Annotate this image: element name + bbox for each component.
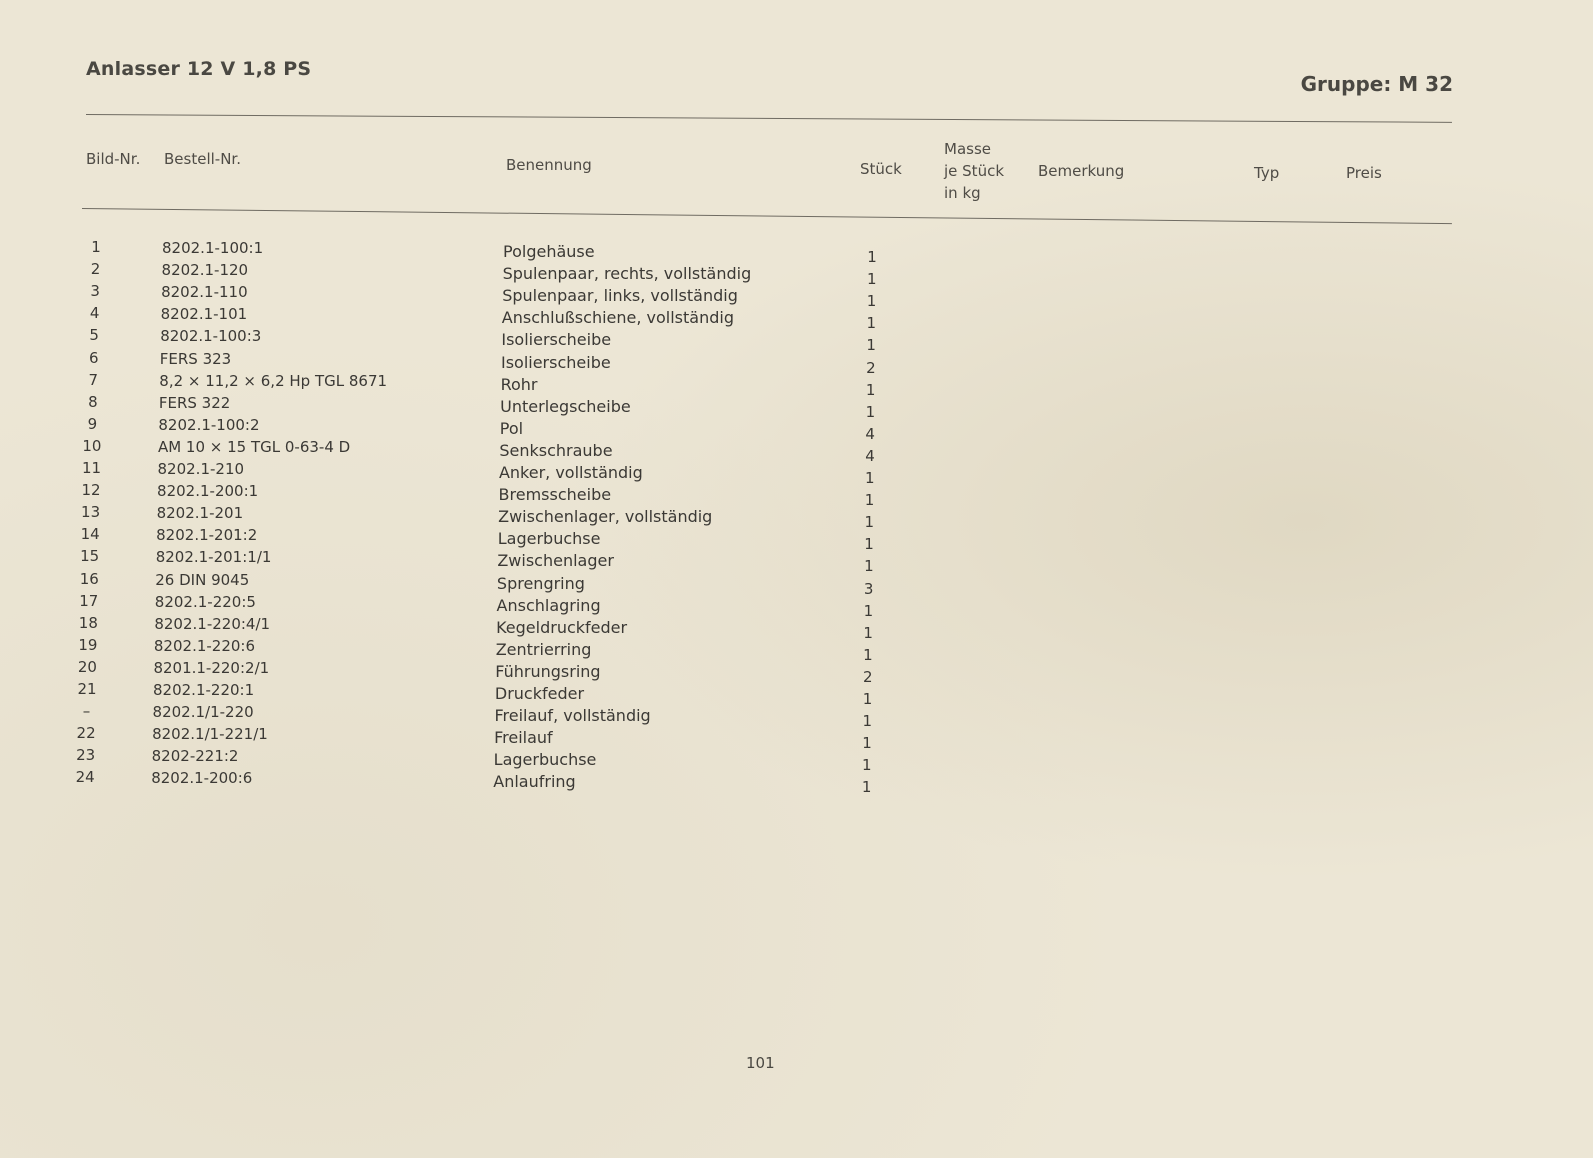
row-bild-nr: 10: [82, 436, 102, 455]
row-stueck: 3: [863, 579, 874, 598]
row-benennung: Lagerbuchse: [497, 529, 601, 549]
row-bestell-nr: 8202.1-220:6: [153, 636, 256, 655]
row-bild-nr: 2: [90, 260, 101, 279]
row-benennung: Isolierscheibe: [500, 352, 611, 372]
row-benennung: Sprengring: [496, 573, 585, 593]
row-stueck: 1: [866, 336, 876, 355]
row-bild-nr: 5: [89, 326, 99, 345]
row-bestell-nr: 8202.1/1-220: [152, 703, 254, 722]
row-bestell-nr: AM 10 × 15 TGL 0-63-4 D: [157, 437, 351, 456]
row-bestell-nr: 8202.1-201:2: [156, 526, 258, 545]
row-stueck: 1: [863, 623, 873, 642]
row-bestell-nr: 8202.1-110: [161, 283, 248, 302]
row-stueck: 4: [865, 424, 875, 443]
row-bestell-nr: FERS 322: [158, 393, 231, 412]
row-bestell-nr: 8202.1-100:2: [158, 415, 260, 434]
row-stueck: 1: [864, 535, 874, 554]
row-stueck: 1: [866, 270, 877, 289]
header-masse-2: je Stück: [944, 162, 1005, 180]
header-typ: Typ: [1254, 164, 1280, 182]
row-bestell-nr: 8202.1-100:3: [160, 327, 262, 346]
row-stueck: 1: [861, 778, 872, 797]
row-bestell-nr: 8201.1-220:2/1: [153, 658, 270, 677]
page-number: 101: [746, 1054, 775, 1072]
row-bestell-nr: 8202.1-101: [160, 305, 248, 324]
row-bild-nr: 19: [78, 635, 98, 654]
row-bild-nr: 15: [80, 547, 100, 566]
row-benennung: Führungsring: [495, 661, 601, 681]
row-bild-nr: 20: [77, 657, 97, 676]
row-benennung: Senkschraube: [499, 440, 613, 460]
row-benennung: Anschlußschiene, vollständig: [501, 308, 734, 328]
row-benennung: Rohr: [500, 374, 538, 394]
row-stueck: 1: [864, 513, 875, 532]
row-stueck: 1: [862, 690, 873, 708]
header-bemerkung: Bemerkung: [1038, 162, 1125, 180]
row-bild-nr: 16: [79, 569, 99, 588]
row-benennung: Spulenpaar, rechts, vollständig: [502, 264, 752, 284]
row-bestell-nr: 8202.1-210: [157, 460, 245, 478]
row-stueck: 1: [863, 601, 874, 620]
row-bild-nr: 13: [81, 503, 101, 522]
header-stueck: Stück: [860, 160, 902, 178]
row-stueck: 1: [865, 380, 876, 399]
row-bild-nr: 24: [75, 768, 95, 787]
row-bild-nr: 4: [89, 304, 100, 323]
row-benennung: Zwischenlager: [497, 551, 614, 571]
header-preis: Preis: [1346, 164, 1382, 182]
row-benennung: Unterlegscheibe: [500, 396, 631, 416]
row-bestell-nr: 8202-221:2: [151, 747, 239, 766]
row-stueck: 1: [862, 734, 872, 753]
row-bild-nr: 3: [90, 282, 100, 301]
row-bestell-nr: 8202.1/1-221/1: [152, 725, 268, 744]
row-bild-nr: 1: [91, 238, 101, 256]
row-bild-nr: 11: [81, 459, 102, 477]
row-stueck: 2: [866, 358, 876, 377]
group-label: Gruppe: M 32: [1300, 72, 1453, 96]
row-bestell-nr: 8202.1-201: [156, 504, 244, 523]
row-benennung: Pol: [499, 418, 524, 438]
row-bild-nr: 23: [76, 746, 96, 765]
row-bestell-nr: 8202.1-120: [161, 261, 249, 280]
row-stueck: 1: [866, 314, 877, 333]
row-benennung: Anker, vollständig: [498, 463, 643, 482]
row-benennung: Freilauf: [494, 728, 553, 748]
row-benennung: Lagerbuchse: [493, 750, 597, 770]
row-bestell-nr: 8202.1-220:1: [153, 681, 255, 699]
header-masse-3: in kg: [944, 184, 981, 202]
row-bild-nr: 7: [88, 370, 99, 389]
row-benennung: Spulenpaar, links, vollständig: [502, 286, 738, 306]
header-rule: [82, 208, 1452, 224]
row-stueck: 1: [862, 712, 873, 731]
row-bestell-nr: 8,2 × 11,2 × 6,2 Hp TGL 8671: [159, 371, 388, 390]
row-benennung: Druckfeder: [494, 684, 585, 703]
row-stueck: 1: [866, 292, 877, 311]
row-benennung: Kegeldruckfeder: [496, 617, 628, 637]
row-bild-nr: 14: [80, 525, 100, 544]
row-benennung: Anlaufring: [493, 772, 576, 792]
row-bestell-nr: 26 DIN 9045: [155, 570, 250, 589]
row-benennung: Polgehäuse: [503, 242, 595, 261]
row-benennung: Zentrierring: [495, 639, 592, 659]
row-bild-nr: 9: [87, 414, 98, 433]
row-bild-nr: 6: [88, 348, 99, 367]
page-title: Anlasser 12 V 1,8 PS: [86, 58, 312, 80]
row-benennung: Isolierscheibe: [501, 330, 612, 350]
top-rule: [86, 114, 1452, 123]
row-stueck: 2: [862, 667, 873, 686]
row-stueck: 1: [864, 469, 875, 487]
row-bild-nr: 12: [81, 481, 101, 500]
row-bild-nr: –: [82, 702, 91, 721]
row-benennung: Bremsscheibe: [498, 485, 612, 505]
header-bild-nr: Bild-Nr.: [86, 150, 141, 168]
row-benennung: Anschlagring: [496, 595, 601, 615]
row-bestell-nr: 8202.1-200:6: [151, 769, 253, 788]
row-stueck: 1: [867, 248, 877, 266]
row-bestell-nr: FERS 323: [159, 349, 232, 368]
row-bild-nr: 8: [88, 392, 98, 411]
row-bestell-nr: 8202.1-100:1: [162, 239, 264, 257]
row-stueck: 1: [864, 557, 874, 576]
header-benennung: Benennung: [506, 156, 592, 174]
row-stueck: 1: [863, 645, 873, 664]
row-stueck: 1: [862, 756, 872, 775]
row-bestell-nr: 8202.1-200:1: [157, 482, 259, 501]
row-bestell-nr: 8202.1-220:5: [154, 592, 256, 611]
header-masse-1: Masse: [944, 140, 991, 158]
header-bestell-nr: Bestell-Nr.: [164, 150, 241, 168]
row-benennung: Freilauf, vollständig: [494, 706, 651, 726]
row-bestell-nr: 8202.1-201:1/1: [155, 548, 272, 567]
row-bild-nr: 21: [77, 680, 97, 698]
row-stueck: 4: [865, 446, 875, 465]
row-bild-nr: 18: [78, 613, 98, 632]
row-benennung: Zwischenlager, vollständig: [498, 507, 713, 527]
row-stueck: 1: [865, 402, 876, 421]
row-stueck: 1: [864, 491, 875, 510]
row-bestell-nr: 8202.1-220:4/1: [154, 614, 271, 633]
row-bild-nr: 22: [76, 724, 96, 743]
row-bild-nr: 17: [79, 591, 99, 610]
